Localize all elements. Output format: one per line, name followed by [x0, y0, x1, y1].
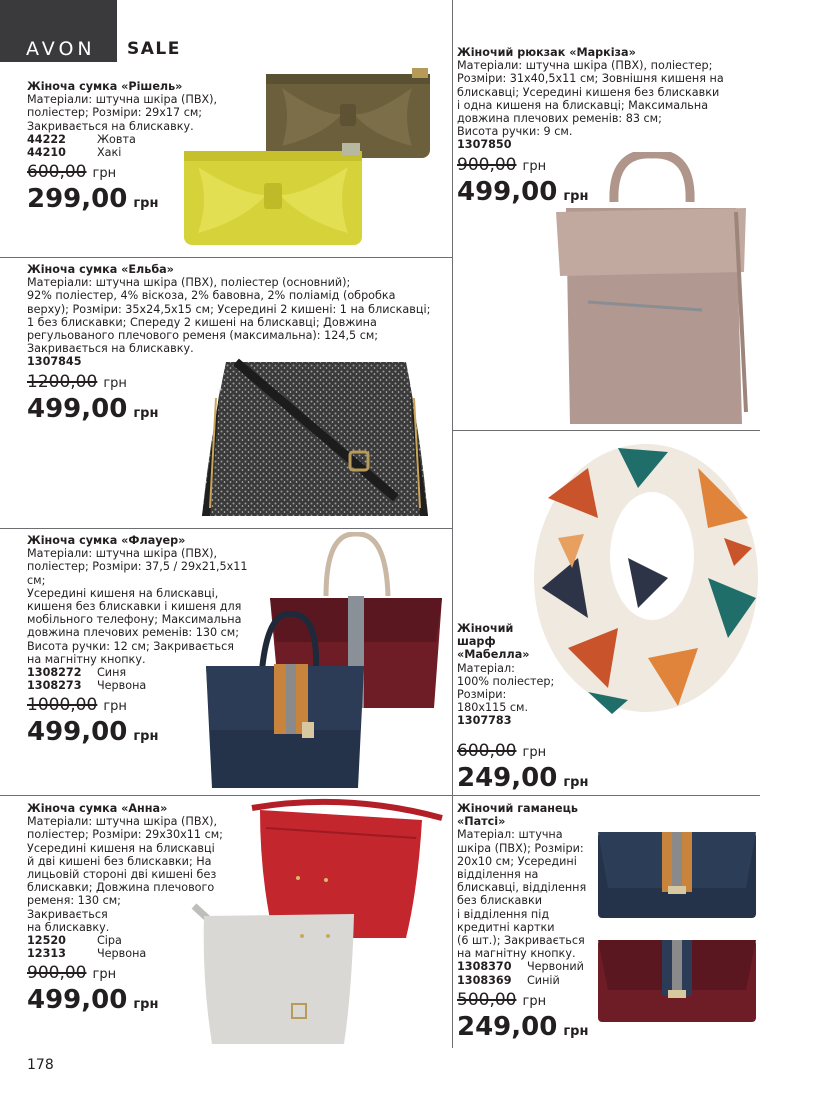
- variant: Синій: [527, 973, 560, 987]
- new-price-value: 499,00: [457, 176, 558, 207]
- new-price-value: 249,00: [457, 1011, 558, 1042]
- currency: грн: [133, 997, 159, 1013]
- brand-box: [0, 0, 117, 62]
- old-price-value: 900,00: [457, 154, 517, 175]
- new-price-value: 499,00: [27, 393, 128, 424]
- product-code: 12313: [27, 947, 66, 961]
- product-patsi: [457, 802, 597, 1047]
- product-description: Матеріал: 100% поліестер; Розміри: 180x115 см.: [457, 661, 555, 715]
- section-title: SALE: [127, 39, 181, 59]
- currency: грн: [103, 375, 127, 391]
- product-code: 1307845: [27, 355, 82, 369]
- divider: [452, 0, 453, 1048]
- navy-wallet-image: [596, 830, 758, 920]
- product-code: 1308369: [457, 973, 512, 987]
- new-price-value: 299,00: [27, 184, 128, 215]
- currency: грн: [103, 699, 127, 715]
- product-title: Жіночий шарф «Мабелла»: [457, 622, 530, 662]
- product-description: Матеріали: штучна шкіра (ПВХ), поліестер; Розміри: 31x40,5x11 см; Зовнішня кишеня на блискавці; Усередині кишеня без блискавки і одна кишеня на блискавці; Максимальна довжина плечових ременів: 83 см; Висота ручки: 9 см.: [457, 59, 724, 139]
- variant: Жовта: [97, 132, 136, 146]
- product-code: 44210: [27, 146, 66, 160]
- product-title: Жіноча сумка «Анна»: [27, 802, 168, 815]
- variant: Червона: [97, 947, 147, 961]
- product-code: 1307850: [457, 138, 512, 152]
- old-price-value: 1200,00: [27, 371, 98, 392]
- grey-bag-image: [188, 900, 360, 1046]
- tweed-bag-image: [196, 358, 434, 522]
- mabella-prices: [457, 738, 657, 798]
- red-wallet-image: [596, 938, 758, 1024]
- backpack-image: [552, 152, 750, 428]
- product-code: 44222: [27, 132, 66, 146]
- product-code: 1307783: [457, 714, 512, 728]
- currency: грн: [563, 1023, 589, 1039]
- new-price-value: 249,00: [457, 763, 558, 793]
- yellow-clutch-image: [182, 143, 364, 247]
- currency: грн: [133, 196, 159, 212]
- product-description: Матеріал: штучна шкіра (ПВХ); Розміри: 20x10 см; Усередині відділення на блискавці, відділення без блискавки і відділення під кредитні картки (6 шт.); Закривається на магнітну кнопку.: [457, 828, 587, 961]
- product-title: Жіночий гаманець «Патсі»: [457, 802, 578, 829]
- product-code: 1308273: [27, 679, 82, 693]
- product-code: 1308370: [457, 960, 512, 974]
- product-description: Матеріали: штучна шкіра (ПВХ), поліестер (основний); 92% поліестер, 4% віскоза, 2% бавовна, 2% поліамід (обробка верху); Розміри: 35x24,5x15 см; Усередині 2 кишені: 1 на блискавці; 1 без блискавки; Спереду 2 кишені на блискавці; Довжина регульованого плечового ременя (максимальна): 124,5 см; Закривається на блискавку.: [27, 276, 431, 356]
- variant: Червоний: [527, 960, 584, 974]
- page-number: 178: [27, 1057, 54, 1073]
- brand-logo: AVON: [26, 38, 96, 60]
- product-description: Матеріали: штучна шкіра (ПВХ), поліестер; Розміри: 37,5 / 29x21,5x11 см; Усередині кишеня на блискавці, кишеня без блискавки і кишеня для мобільного телефону; Максимальна довжина плечових ременів: 130 см; Висота ручки: 12 см; Закривається на магнітну кнопку.: [27, 547, 248, 666]
- divider: [0, 257, 452, 258]
- currency: грн: [133, 405, 159, 421]
- old-price-value: 900,00: [27, 963, 87, 984]
- currency: грн: [522, 158, 547, 174]
- variant: Сіра: [97, 934, 122, 948]
- product-code: 12520: [27, 934, 66, 948]
- old-price-value: 500,00: [457, 989, 517, 1010]
- currency: грн: [522, 745, 547, 760]
- old-price: [457, 741, 657, 763]
- old-price-value: 600,00: [457, 741, 517, 761]
- divider: [0, 528, 452, 529]
- currency: грн: [92, 166, 117, 182]
- old-price-value: 600,00: [27, 162, 87, 183]
- code-row: [457, 960, 597, 973]
- navy-bag-image: [202, 610, 368, 790]
- code-row: [457, 138, 757, 151]
- product-title: Жіноча сумка «Ельба»: [27, 263, 174, 276]
- product-title: Жіноча сумка «Рішель»: [27, 80, 183, 93]
- currency: грн: [563, 188, 589, 204]
- new-price-value: 499,00: [27, 985, 128, 1016]
- variant: Синя: [97, 666, 127, 680]
- product-description: Матеріали: штучна шкіра (ПВХ), поліестер; Розміри: 29x17 см; Закривається на блискавку.: [27, 93, 218, 133]
- product-title: Жіноча сумка «Флауер»: [27, 534, 186, 547]
- code-row: [457, 974, 597, 987]
- new-price: [457, 1012, 597, 1047]
- product-title: Жіночий рюкзак «Маркіза»: [457, 46, 636, 59]
- new-price: [457, 763, 657, 798]
- old-price: [457, 990, 597, 1012]
- product-description: Матеріали: штучна шкіра (ПВХ), поліестер; Розміри: 29x30x11 см; Усередині кишеня на блискавці й дві кишені без блискавки; На лицьовій стороні дві кишені без блискавки; Довжина плечового ременя: 130 см; Закривається на блискавку.: [27, 815, 223, 934]
- product-code: 1308272: [27, 666, 82, 680]
- currency: грн: [92, 967, 117, 983]
- variant: Хакі: [97, 146, 122, 160]
- divider: [452, 430, 760, 431]
- currency: грн: [522, 993, 547, 1009]
- currency: грн: [563, 775, 589, 790]
- scarf-image: [528, 438, 764, 720]
- currency: грн: [133, 729, 159, 745]
- old-price-value: 1000,00: [27, 695, 98, 716]
- variant: Червона: [97, 679, 147, 693]
- new-price-value: 499,00: [27, 717, 128, 748]
